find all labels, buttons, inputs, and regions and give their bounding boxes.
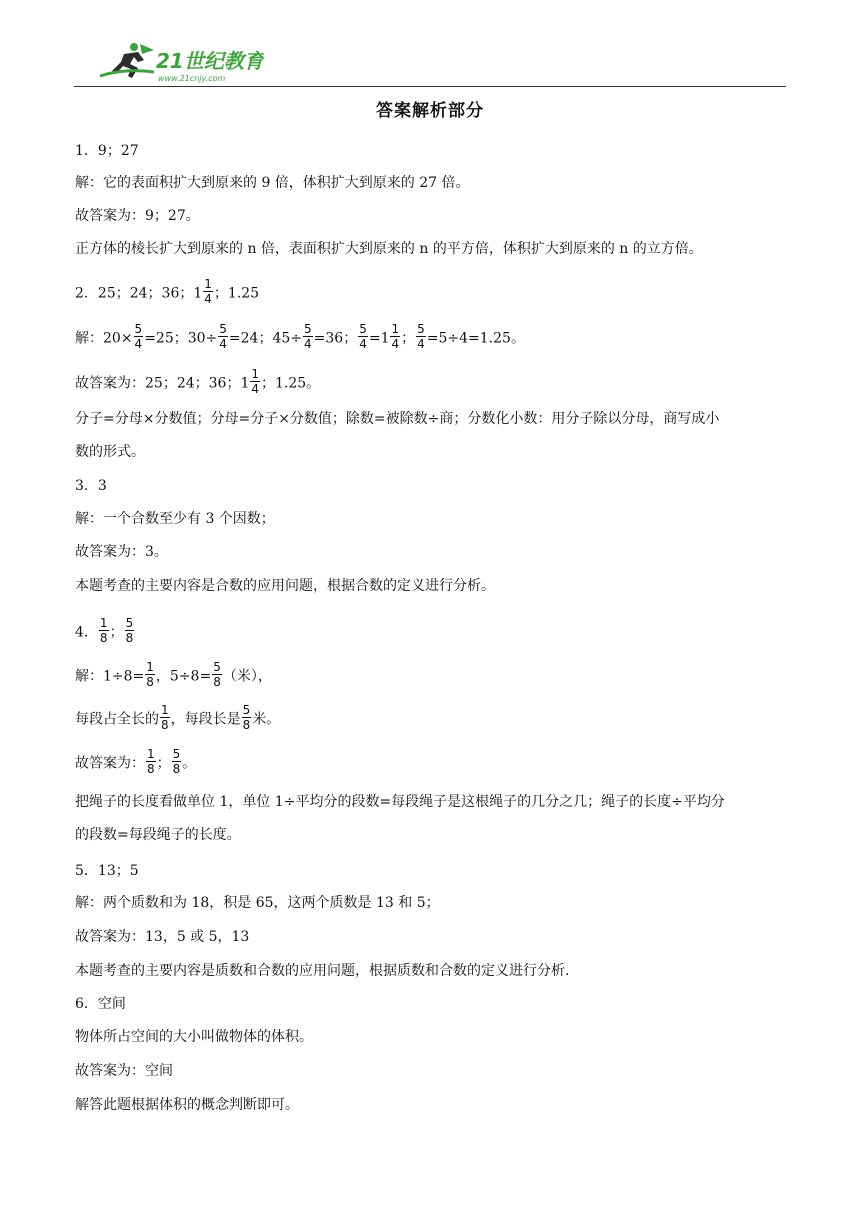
fraction-numerator: 1 (161, 703, 169, 717)
q2-answer-prefix: 2．25；24；36；1 (75, 285, 203, 302)
header-divider (74, 86, 786, 87)
fraction (125, 617, 135, 644)
q2-answer (75, 277, 787, 307)
logo-text: 21世纪教育 (156, 49, 264, 73)
fraction-numerator: 5 (359, 322, 367, 336)
q2-sol-text: =1 (368, 330, 390, 347)
fraction-numerator: 1 (146, 660, 154, 674)
q1-answer: 1．9；27 (75, 143, 139, 159)
fraction-numerator: 1 (204, 277, 212, 291)
q4-line3-text: 米。 (252, 711, 281, 728)
fraction-denominator: 4 (204, 292, 212, 306)
fraction (99, 617, 109, 644)
logo-21cnjy (94, 38, 264, 86)
fraction (242, 704, 252, 731)
fraction (212, 661, 222, 688)
page-title: 答案解析部分 (376, 101, 484, 121)
q1-final: 故答案为：9；27。 (75, 208, 200, 224)
fraction (218, 323, 228, 350)
q4-sep: ； (156, 755, 171, 772)
fraction (203, 278, 213, 305)
q4-note-line1: 把绳子的长度看做单位 1，单位 1÷平均分的段数=每段绳子是这根绳子的几分之几；绳子的长度÷平均分 (75, 794, 725, 810)
q2-sol-text: =24；45÷ (228, 330, 303, 347)
fraction-numerator: 5 (172, 747, 181, 761)
fraction-denominator: 4 (304, 337, 312, 351)
q4-final-end: 。 (182, 755, 197, 772)
q5-solution: 解：两个质数和为 18，积是 65，这两个质数是 13 和 5； (75, 895, 440, 911)
q3-final: 故答案为：3。 (75, 544, 168, 560)
q4-final-prefix: 故答案为： (75, 755, 145, 772)
q1-solution: 解：它的表面积扩大到原来的 9 倍，体积扩大到原来的 27 倍。 (75, 175, 470, 191)
fraction-numerator: 1 (147, 747, 155, 761)
page-header (74, 38, 786, 88)
fraction-numerator: 1 (391, 322, 400, 336)
q4-line3 (75, 703, 787, 733)
fraction-numerator: 5 (219, 322, 227, 336)
fraction-denominator: 8 (172, 762, 181, 776)
q1-note: 正方体的棱长扩大到原来的 n 倍，表面积扩大到原来的 n 的平方倍，体积扩大到原来的 n 的立方倍。 (75, 241, 703, 257)
fraction-denominator: 4 (391, 337, 400, 351)
logo-url: www.21cnjy.com (158, 74, 226, 83)
fraction-denominator: 4 (417, 337, 425, 351)
fraction (416, 323, 426, 350)
fraction-denominator: 8 (242, 718, 251, 732)
fraction-numerator: 1 (251, 367, 259, 381)
fraction-denominator: 4 (219, 337, 227, 351)
q2-sol-text: ； (401, 330, 416, 347)
fraction-denominator: 8 (213, 675, 221, 689)
q6-solution: 物体所占空间的大小叫做物体的体积。 (75, 1029, 313, 1045)
q2-final-suffix: ；1.25。 (261, 375, 321, 392)
fraction (358, 323, 368, 350)
fraction-numerator: 5 (134, 322, 143, 336)
q4-sol-text: （米）， (222, 668, 272, 685)
q4-sol-text: ，5÷8= (155, 668, 212, 685)
q2-note-line2: 数的形式。 (75, 444, 145, 460)
fraction-numerator: 5 (213, 660, 221, 674)
fraction-denominator: 8 (147, 762, 155, 776)
q5-answer: 5．13；5 (75, 863, 139, 879)
fraction-numerator: 1 (99, 616, 108, 630)
fraction (390, 323, 400, 350)
q2-sol-text: =36； (313, 330, 358, 347)
q4-sol-text: 解：1÷8= (75, 668, 145, 685)
q5-note: 本题考查的主要内容是质数和合数的应用问题，根据质数和合数的定义进行分析. (75, 963, 570, 979)
fraction (172, 748, 182, 775)
q6-final: 故答案为：空间 (75, 1063, 173, 1079)
q4-note-line2: 的段数=每段绳子的长度。 (75, 827, 241, 843)
q4-answer (75, 616, 787, 646)
q6-answer: 6．空间 (75, 996, 126, 1012)
fraction (160, 704, 170, 731)
fraction-denominator: 8 (125, 631, 134, 645)
fraction-numerator: 5 (125, 616, 134, 630)
q4-line3-text: 每段占全长的 (75, 711, 159, 728)
fraction (303, 323, 313, 350)
q2-final-prefix: 故答案为：25；24；36；1 (75, 375, 250, 392)
fraction (146, 748, 156, 775)
fraction-numerator: 5 (242, 703, 251, 717)
fraction-denominator: 8 (146, 675, 154, 689)
q3-answer: 3．3 (75, 478, 107, 494)
fraction (145, 661, 155, 688)
q2-note-line1: 分子=分母×分数值；分母=分子×分数值；除数=被除数÷商；分数化小数：用分子除以分母，商写成小 (75, 411, 720, 427)
q2-final (75, 367, 787, 397)
fraction-denominator: 4 (359, 337, 367, 351)
fraction-denominator: 4 (251, 382, 259, 396)
q4-answer-prefix: 4． (75, 624, 98, 641)
q2-sol-text: 解：20× (75, 330, 133, 347)
fraction-numerator: 5 (304, 322, 312, 336)
q6-note: 解答此题根据体积的概念判断即可。 (75, 1097, 299, 1113)
q3-note: 本题考查的主要内容是合数的应用问题，根据合数的定义进行分析。 (75, 578, 495, 594)
q2-sol-text: =5÷4=1.25。 (426, 330, 525, 347)
fraction (250, 368, 260, 395)
fraction (134, 323, 144, 350)
q4-line3-text: ，每段长是 (170, 711, 241, 728)
q2-solution (75, 322, 787, 352)
fraction-denominator: 8 (99, 631, 108, 645)
fraction-denominator: 4 (134, 337, 143, 351)
q4-solution (75, 660, 787, 690)
q4-final (75, 747, 787, 777)
q5-final: 故答案为：13，5 或 5，13 (75, 929, 250, 945)
runner-icon (100, 43, 154, 78)
q2-sol-text: =25；30÷ (144, 330, 218, 347)
q2-answer-suffix: ；1.25 (213, 285, 260, 302)
fraction-denominator: 8 (161, 718, 169, 732)
q4-sep: ； (109, 624, 124, 641)
q3-solution: 解：一个合数至少有 3 个因数； (75, 511, 275, 527)
fraction-numerator: 5 (417, 322, 425, 336)
